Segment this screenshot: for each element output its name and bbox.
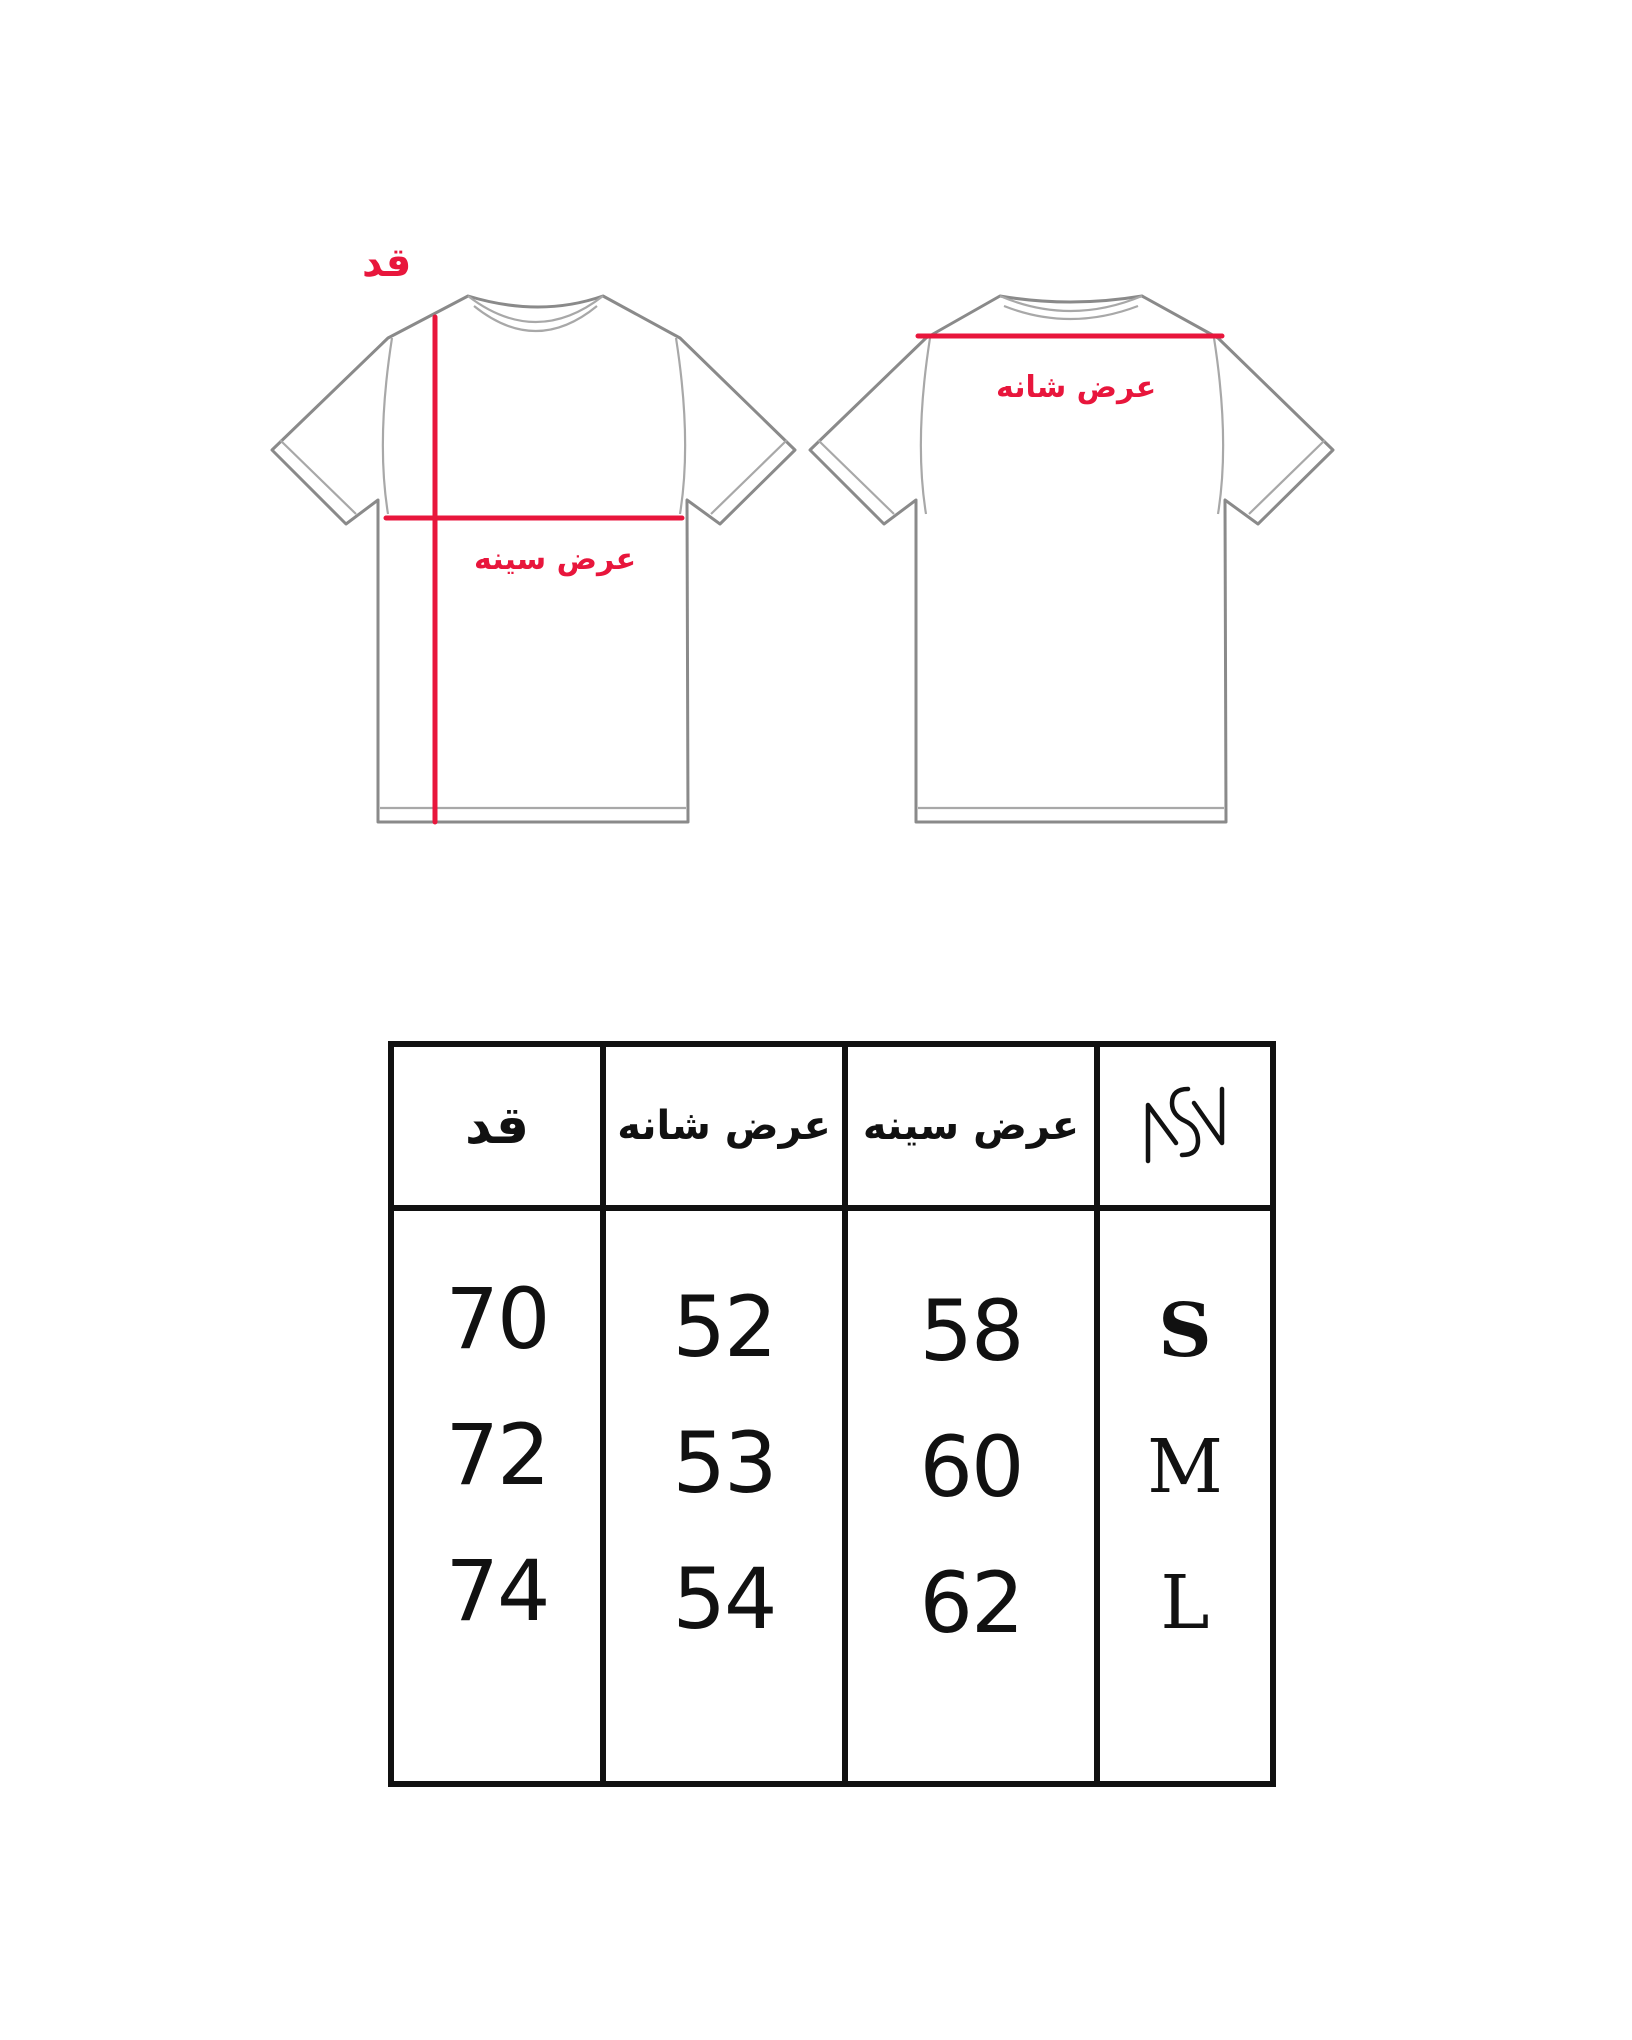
shoulder-column (603, 1208, 845, 1784)
size-column (1097, 1208, 1273, 1784)
length-value: 74 (445, 1542, 549, 1640)
chest-value: 62 (919, 1554, 1023, 1652)
size-table (388, 1041, 1276, 1787)
length-value: 72 (445, 1406, 549, 1504)
shoulder-value: 54 (672, 1550, 776, 1648)
header-length: قد (391, 1044, 603, 1208)
table-body-row (391, 1208, 1273, 1784)
size-value: L (1160, 1560, 1210, 1646)
header-chest: عرض سینه (845, 1044, 1097, 1208)
length-value: 70 (445, 1270, 549, 1368)
size-value: M (1147, 1424, 1223, 1510)
chest-value: 60 (919, 1418, 1023, 1516)
length-column (391, 1208, 603, 1784)
ns-logo-icon (1142, 1081, 1228, 1167)
chest-value: 58 (919, 1282, 1023, 1380)
size-value: S (1158, 1288, 1212, 1374)
table-header-row (391, 1044, 1273, 1208)
chest-width-label: عرض سینه (474, 542, 637, 577)
shirt-diagram (0, 0, 1632, 900)
shirt-illustrations (0, 0, 1632, 900)
chest-column (845, 1208, 1097, 1784)
shoulder-width-label: عرض شانه (996, 370, 1157, 405)
header-brand (1097, 1044, 1273, 1208)
header-shoulder: عرض شانه (603, 1044, 845, 1208)
length-label: قد (362, 240, 412, 286)
shoulder-value: 53 (672, 1414, 776, 1512)
shoulder-value: 52 (672, 1278, 776, 1376)
